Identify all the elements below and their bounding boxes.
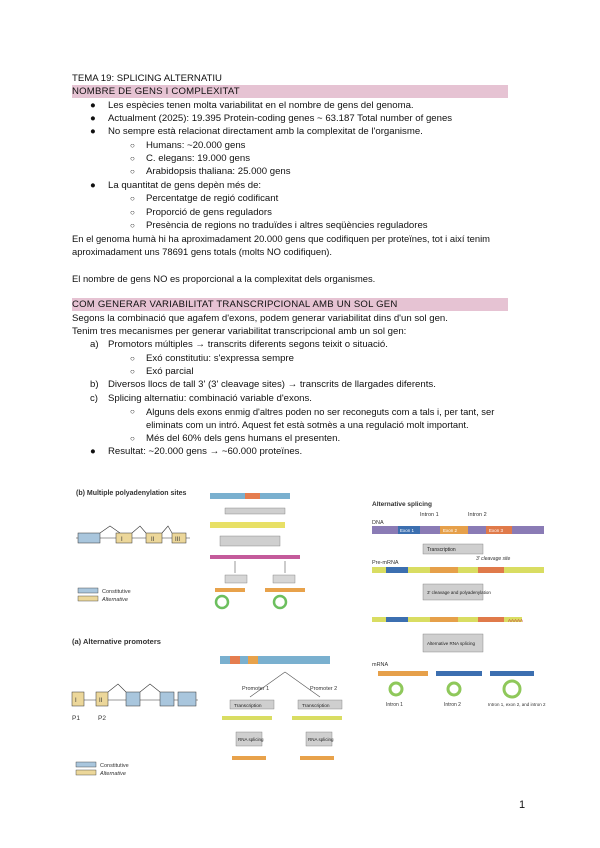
intro-text: Tenim tres mecanismes per generar variabilitat transcripcional amb un sol gen: bbox=[72, 326, 407, 337]
branch-label: Promoter 1 bbox=[242, 686, 270, 692]
cleavage-label: 3' cleavage site bbox=[476, 556, 511, 562]
mrna-bar bbox=[265, 588, 305, 592]
figure-alternative-promoters bbox=[70, 632, 360, 782]
outcome-label: Intron 1 bbox=[386, 702, 403, 708]
step-label: Transcription bbox=[234, 704, 262, 709]
arrow bbox=[250, 672, 285, 697]
sub-bullet-item: ○ C. elegans: 19.000 gens bbox=[130, 153, 251, 164]
outcome-label: Intron 2 bbox=[444, 702, 461, 708]
figure-title: Alternative splicing bbox=[372, 501, 432, 508]
figure-polyadenylation bbox=[70, 478, 360, 618]
exon-segment bbox=[245, 493, 260, 499]
exon-box bbox=[430, 567, 458, 573]
figure-title: (a) Alternative promoters bbox=[72, 637, 161, 646]
legend-swatch-alternative bbox=[76, 770, 96, 775]
exon-label: Exon 3 bbox=[489, 528, 504, 533]
exon-segment bbox=[230, 656, 240, 664]
intron-line bbox=[108, 684, 126, 692]
branch-label: Promoter 2 bbox=[310, 686, 338, 692]
exon-box bbox=[160, 692, 174, 706]
sub-bullet-item: ○ Humans: ~20.000 gens bbox=[130, 140, 246, 151]
step-box bbox=[220, 536, 280, 546]
step-box bbox=[273, 575, 295, 583]
step-label: Transcription bbox=[302, 704, 330, 709]
intron-label: Intron 2 bbox=[468, 512, 487, 518]
sub-bullet-item: ○ Exó constitutiu: s'expressa sempre bbox=[130, 353, 294, 364]
section-heading-gene-number: NOMBRE DE GENS I COMPLEXITAT bbox=[72, 85, 508, 98]
intro-text: Segons la combinació que agafem d'exons, podem generar variabilitat dins d'un sol gen. bbox=[72, 313, 448, 324]
exon-box bbox=[78, 533, 100, 543]
exon-label: II bbox=[151, 537, 155, 543]
legend-label: Constitutive bbox=[100, 763, 129, 769]
mrna-bar bbox=[232, 756, 266, 760]
mrna-bar bbox=[490, 671, 534, 676]
sub-bullet-item: ○ Percentatge de regió codificant bbox=[130, 193, 279, 204]
list-item-cleavage: b) Diversos llocs de tall 3' (3' cleavage sites) → transcrits de llargades diferents. bbox=[90, 379, 436, 390]
intron-line bbox=[140, 684, 160, 692]
intron-lariat bbox=[390, 683, 402, 695]
legend-swatch-alternative bbox=[78, 596, 98, 601]
figure-alternative-splicing bbox=[368, 494, 548, 719]
bullet-item: ● No sempre està relacionat directament amb la complexitat de l'organisme. bbox=[90, 126, 423, 137]
polya-label: AAAAA bbox=[508, 618, 524, 623]
bullet-item: ● Actualment (2025): 19.395 Protein-coding genes ~ 63.187 Total number of genes bbox=[90, 113, 453, 124]
legend-label: Alternative bbox=[100, 771, 126, 777]
exon-label: Exon 2 bbox=[443, 528, 458, 533]
mrna-bar bbox=[215, 588, 245, 592]
exon-label: III bbox=[175, 537, 181, 543]
outcome-label: Intron 1, exon 2, and intron 2 bbox=[488, 702, 546, 707]
mrna-bar bbox=[300, 756, 334, 760]
promoter-label: P2 bbox=[98, 715, 106, 722]
legend-swatch-constitutive bbox=[78, 588, 98, 593]
intron-line bbox=[100, 526, 120, 533]
intron-line bbox=[132, 526, 146, 533]
exon-label: I bbox=[75, 698, 77, 704]
intron-label: Intron 1 bbox=[420, 512, 439, 518]
section-heading-variability: COM GENERAR VARIABILITAT TRANSCRIPCIONAL AMB UN SOL GEN bbox=[72, 298, 508, 311]
exon-box-alternative bbox=[116, 533, 132, 543]
dna-label: DNA bbox=[372, 520, 384, 526]
bullet-item: ● Les espècies tenen molta variabilitat en el nombre de gens del genoma. bbox=[90, 100, 414, 111]
step-box bbox=[225, 508, 285, 514]
mrna-bar bbox=[436, 671, 482, 676]
pre-mrna-bar bbox=[222, 716, 272, 720]
exon-label: I bbox=[121, 537, 123, 543]
page-number: 1 bbox=[519, 799, 526, 811]
intron-lariat bbox=[216, 596, 228, 608]
step-label: Alternative RNA splicing bbox=[427, 641, 476, 646]
list-item-promoters: a) Promotors múltiples → transcrits diferents segons teixit o situació. bbox=[90, 339, 388, 350]
step-label: Transcription bbox=[427, 547, 456, 553]
splicing-explanation: Alguns dels exons enmig d'altres poden no ser reconeguts com a tals i, per tant, ser eliminats com un intró. Aquest fet està sotmès a una regulació molt important. bbox=[146, 406, 495, 430]
legend-label: Alternative bbox=[102, 597, 128, 603]
sub-bullet-item: ○ Presència de regions no traduïdes i altres seqüències reguladores bbox=[130, 220, 428, 231]
pre-mrna-label: Pre-mRNA bbox=[372, 560, 399, 566]
mrna-label: mRNA bbox=[372, 662, 389, 668]
exon-box bbox=[126, 692, 140, 706]
bullet-item-result: ● Resultat: ~20.000 gens → ~60.000 proteïnes. bbox=[90, 446, 303, 457]
intron-lariat bbox=[504, 681, 520, 697]
pre-mrna-bar bbox=[292, 716, 342, 720]
exon-label: Exon 1 bbox=[400, 528, 415, 533]
step-label: RNA splicing bbox=[308, 737, 334, 742]
sub-bullet-item: ○ Arabidopsis thaliana: 25.000 gens bbox=[130, 166, 291, 177]
promoter-label: P1 bbox=[72, 715, 80, 722]
exon-box bbox=[386, 617, 408, 622]
list-item-splicing: c) Splicing alternatiu: combinació variable d'exons. bbox=[90, 393, 312, 404]
step-box bbox=[225, 575, 247, 583]
step-label: 3' cleavage and polyadenylation bbox=[427, 590, 491, 595]
document-title: TEMA 19: SPLICING ALTERNATIU bbox=[72, 73, 222, 84]
exon-box bbox=[478, 567, 504, 573]
intron-lariat bbox=[448, 683, 460, 695]
figure-title: (b) Multiple polyadenylation sites bbox=[76, 490, 187, 497]
exon-label: II bbox=[99, 698, 103, 704]
intron-line bbox=[162, 526, 172, 533]
legend-swatch-constitutive bbox=[76, 762, 96, 767]
sub-bullet-item: ○ bbox=[130, 407, 135, 416]
step-label: RNA splicing bbox=[238, 737, 264, 742]
exon-box-alternative bbox=[72, 692, 84, 706]
exon-box bbox=[178, 692, 196, 706]
mrna-bar bbox=[378, 671, 428, 676]
exon-box bbox=[386, 567, 408, 573]
sub-bullet-item: ○ Exó parcial bbox=[130, 366, 194, 377]
arrow bbox=[285, 672, 320, 697]
legend-label: Constitutive bbox=[102, 589, 131, 595]
paragraph-human-genome: En el genoma humà hi ha aproximadament 20.000 gens que codifiquen per proteïnes, tot i així tenim aproximadament uns 78691 gens totals (molts NO codifiquen). bbox=[72, 233, 490, 257]
exon-segment bbox=[248, 656, 258, 664]
intron-lariat bbox=[274, 596, 286, 608]
bullet-item: ● La quantitat de gens depèn més de: bbox=[90, 180, 262, 191]
pre-mrna-bar bbox=[210, 522, 285, 528]
paragraph-complexity: El nombre de gens NO es proporcional a la complexitat dels organismes. bbox=[72, 273, 376, 284]
exon-box bbox=[478, 617, 504, 622]
transcript-bar bbox=[210, 555, 300, 559]
exon-box bbox=[430, 617, 458, 622]
sub-bullet-item: ○ Més del 60% dels gens humans el presenten. bbox=[130, 433, 341, 444]
sub-bullet-item: ○ Proporció de gens reguladors bbox=[130, 207, 272, 218]
